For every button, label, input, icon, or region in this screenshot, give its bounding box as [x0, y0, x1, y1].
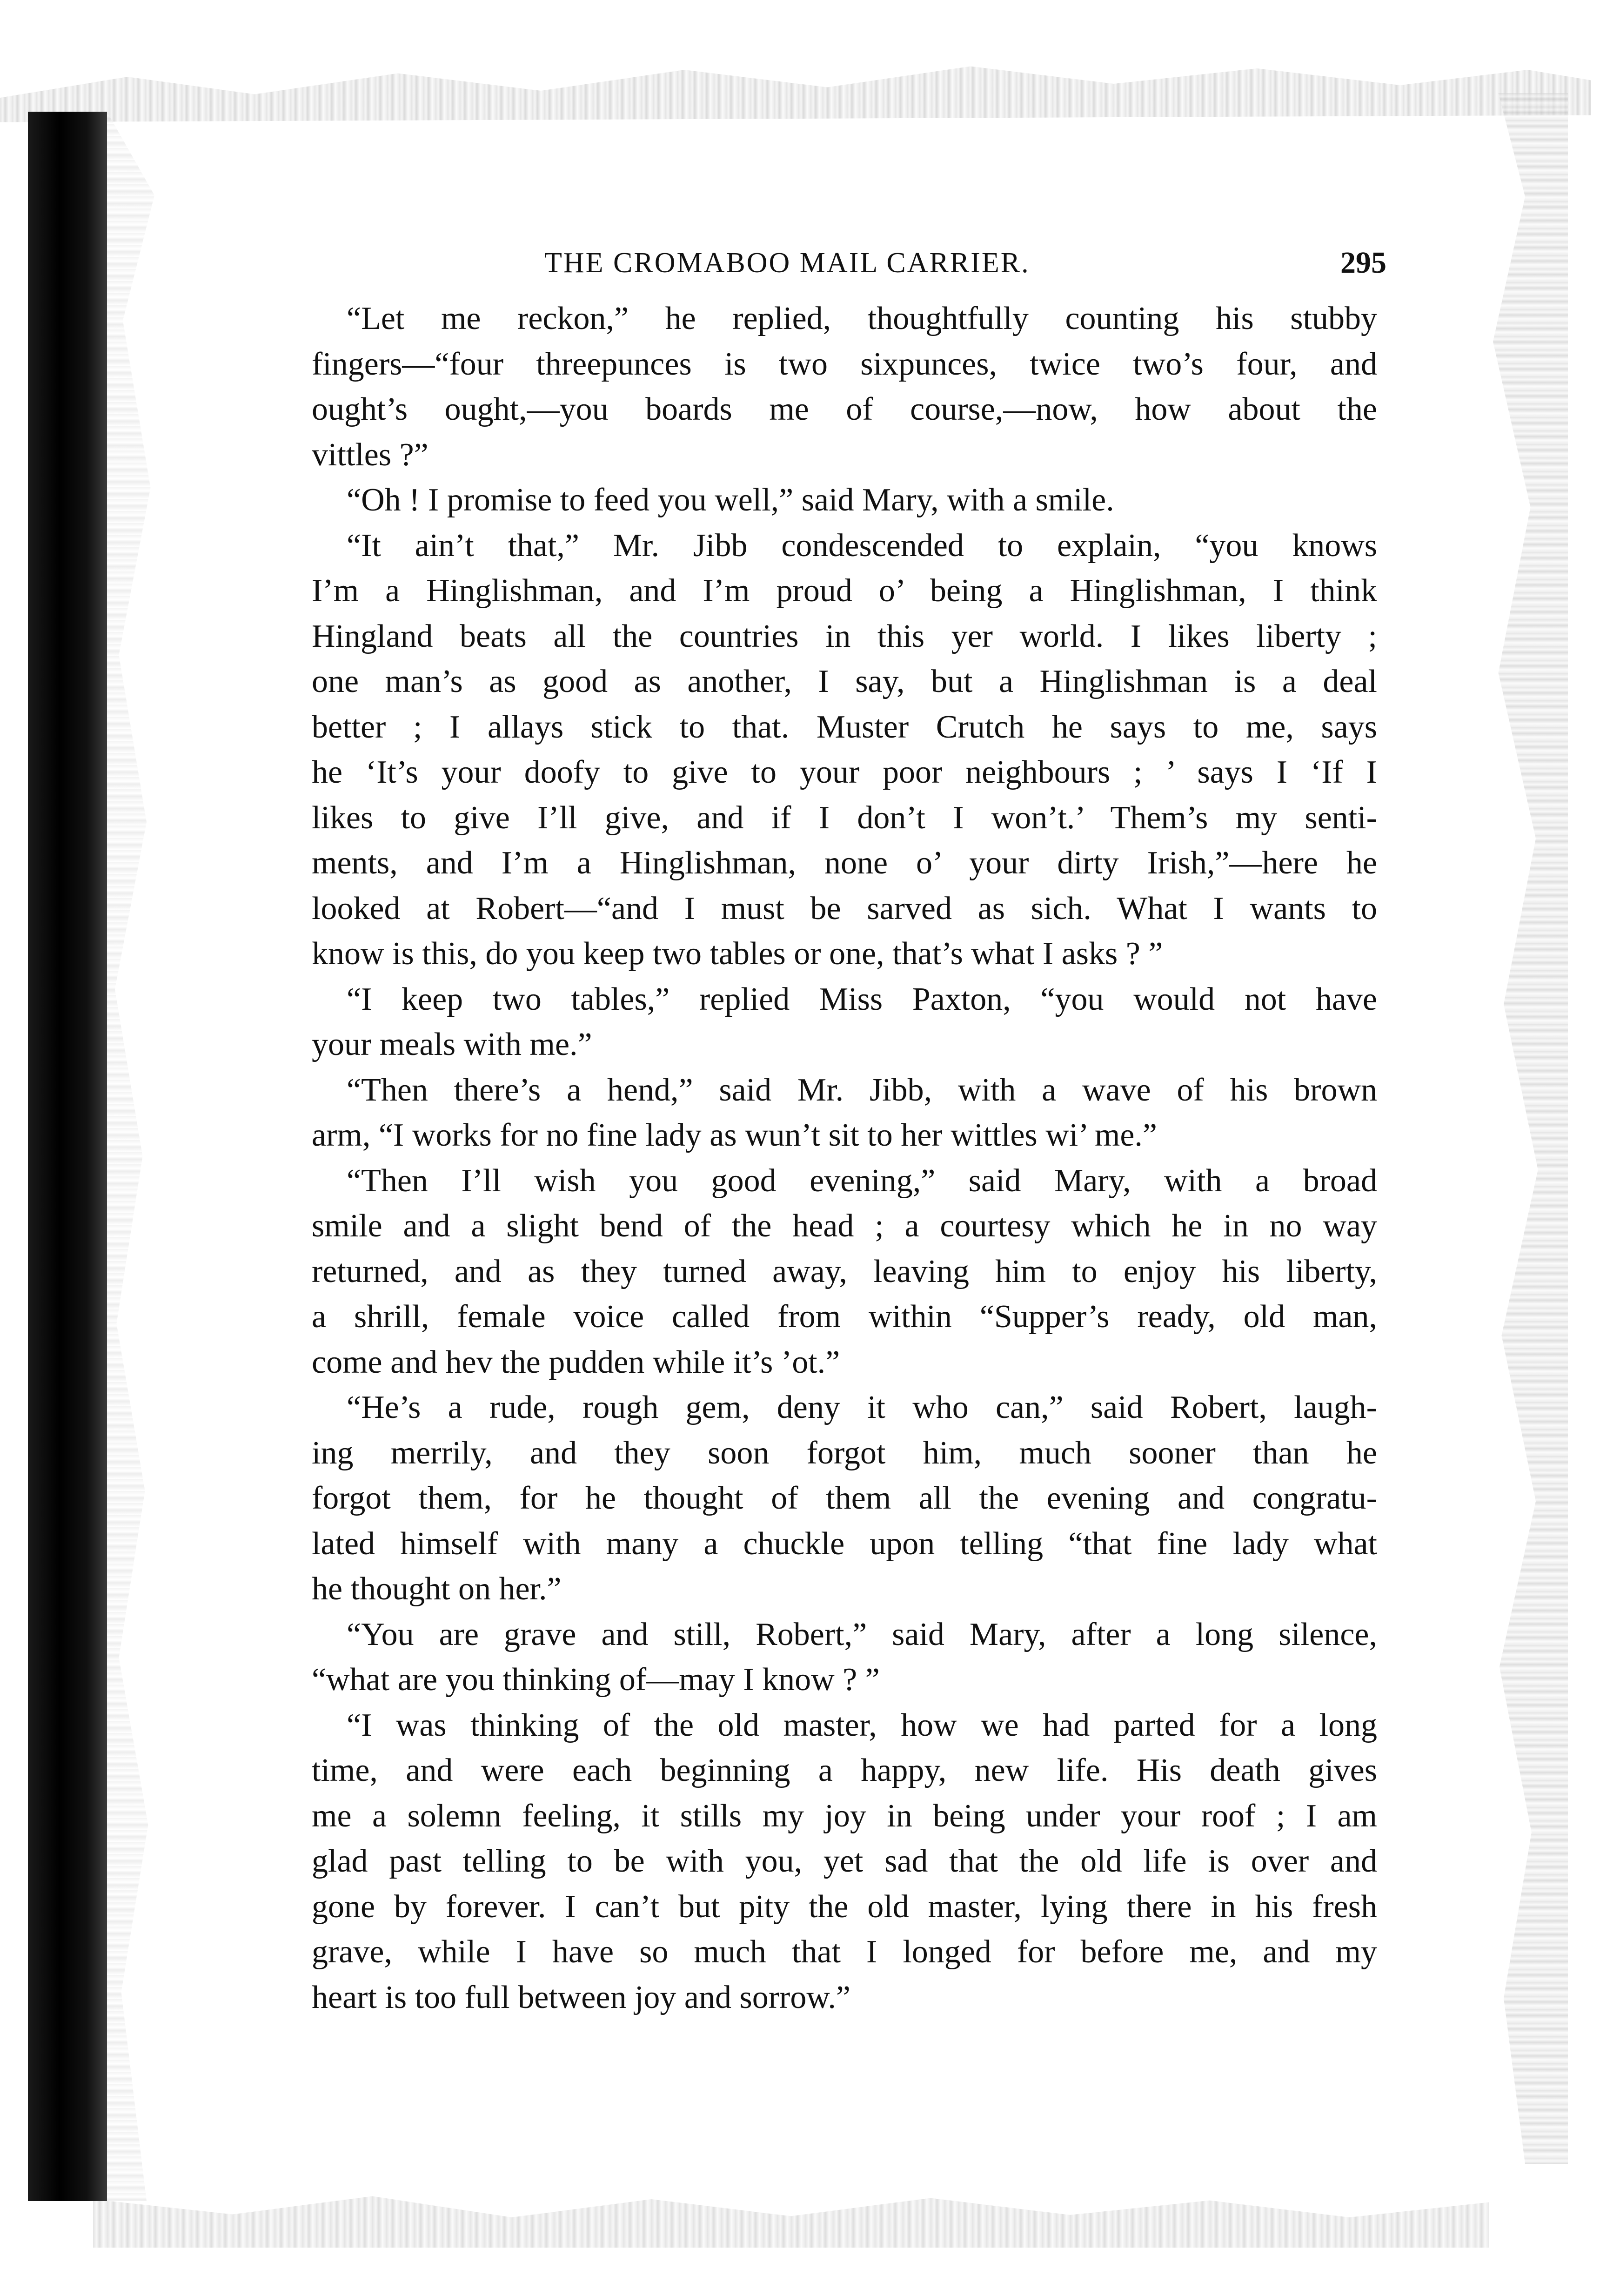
paragraph — [312, 1067, 1377, 1158]
text-line-last: heart is too full between joy and sorrow.” — [312, 1979, 850, 2015]
text-line: gone by forever. I can’t but pity the old master, lying there in his fresh — [312, 1888, 1377, 1925]
text-line-last: “what are you thinking of—may I know ? ” — [312, 1662, 880, 1698]
paragraph — [312, 1158, 1377, 1385]
binding-shadow — [28, 112, 107, 2201]
page-edge-left — [107, 112, 186, 2201]
text-line: better ; I allays stick to that. Muster Crutch he says to me, says — [312, 709, 1377, 745]
text-line: me a solemn feeling, it stills my joy in being under your roof ; I am — [312, 1798, 1377, 1834]
text-line: “He’s a rude, rough gem, deny it who can,” said Robert, laugh- — [347, 1390, 1377, 1425]
paragraph — [312, 296, 1377, 477]
text-line: likes to give I’ll give, and if I don’t I won’t.’ Them’s my senti- — [312, 799, 1377, 836]
paragraph — [312, 1703, 1377, 2021]
text-line: ing merrily, and they soon forgot him, much sooner than he — [312, 1435, 1377, 1471]
text-line: “Then I’ll wish you good evening,” said Mary, with a broad — [347, 1162, 1377, 1199]
page-header — [316, 237, 1386, 289]
text-line: “It ain’t that,” Mr. Jibb condescended to explain, “you knows — [347, 527, 1377, 564]
text-line: lated himself with many a chuckle upon telling “that fine lady what — [312, 1525, 1377, 1562]
text-line: looked at Robert—“and I must be sarved as sich. What I wants to — [312, 890, 1377, 926]
body-text — [312, 296, 1377, 2020]
text-line-last: vittles ?” — [312, 436, 428, 473]
paragraph — [312, 523, 1377, 977]
text-line-last: he thought on her.” — [312, 1571, 562, 1607]
text-line: ments, and I’m a Hinglishman, none o’ your dirty Irish,”—here he — [312, 845, 1377, 881]
text-line-last: your meals with me.” — [312, 1027, 592, 1062]
page-edge-bottom — [93, 2187, 1489, 2248]
text-line: he ‘It’s your doofy to give to your poor neighbours ; ’ says I ‘If I — [312, 754, 1377, 790]
text-line: smile and a slight bend of the head ; a courtesy which he in no way — [312, 1208, 1377, 1244]
text-line: “I keep two tables,” replied Miss Paxton, “you would not have — [347, 981, 1377, 1017]
page-edge-top — [0, 56, 1591, 126]
paragraph — [312, 1385, 1377, 1612]
text-line: forgot them, for he thought of them all the evening and congratu- — [312, 1480, 1377, 1516]
running-head: THE CROMABOO MAIL CARRIER. — [544, 247, 1030, 279]
text-line: “Let me reckon,” he replied, thoughtfully counting his stubby — [347, 301, 1377, 336]
text-line: one man’s as good as another, I say, but a Hinglishman is a deal — [312, 664, 1377, 699]
page-number: 295 — [1340, 246, 1386, 280]
paragraph — [312, 977, 1377, 1067]
text-line-last: arm, “I works for no fine lady as wun’t sit to her wittles wi’ me.” — [312, 1117, 1157, 1153]
text-line-last: “Oh ! I promise to feed you well,” said Mary, with a smile. — [347, 482, 1114, 518]
text-line: Hingland beats all the countries in this yer world. I likes liberty ; — [312, 618, 1377, 654]
text-line-last: come and hev the pudden while it’s ’ot.” — [312, 1344, 840, 1380]
text-line: “I was thinking of the old master, how we had parted for a long — [347, 1707, 1377, 1743]
text-line: returned, and as they turned away, leaving him to enjoy his liberty, — [312, 1253, 1377, 1289]
text-line: ought’s ought,—you boards me of course,—now, how about the — [312, 391, 1377, 427]
paragraph — [312, 1612, 1377, 1703]
text-line: a shrill, female voice called from within “Supper’s ready, old man, — [312, 1299, 1377, 1335]
paragraph — [312, 477, 1377, 523]
page-edge-right — [1461, 93, 1568, 2164]
text-line: “Then there’s a hend,” said Mr. Jibb, with a wave of his brown — [347, 1072, 1377, 1108]
text-line-last: know is this, do you keep two tables or one, that’s what I asks ? ” — [312, 936, 1163, 972]
text-line: grave, while I have so much that I longed for before me, and my — [312, 1934, 1377, 1970]
text-line: fingers—“four threepunces is two sixpunces, twice two’s four, and — [312, 346, 1377, 382]
text-line: “You are grave and still, Robert,” said Mary, after a long silence, — [347, 1616, 1377, 1652]
text-line: glad past telling to be with you, yet sad that the old life is over and — [312, 1843, 1377, 1879]
text-line: time, and were each beginning a happy, new life. His death gives — [312, 1752, 1377, 1788]
text-line: I’m a Hinglishman, and I’m proud o’ being a Hinglishman, I think — [312, 573, 1377, 609]
